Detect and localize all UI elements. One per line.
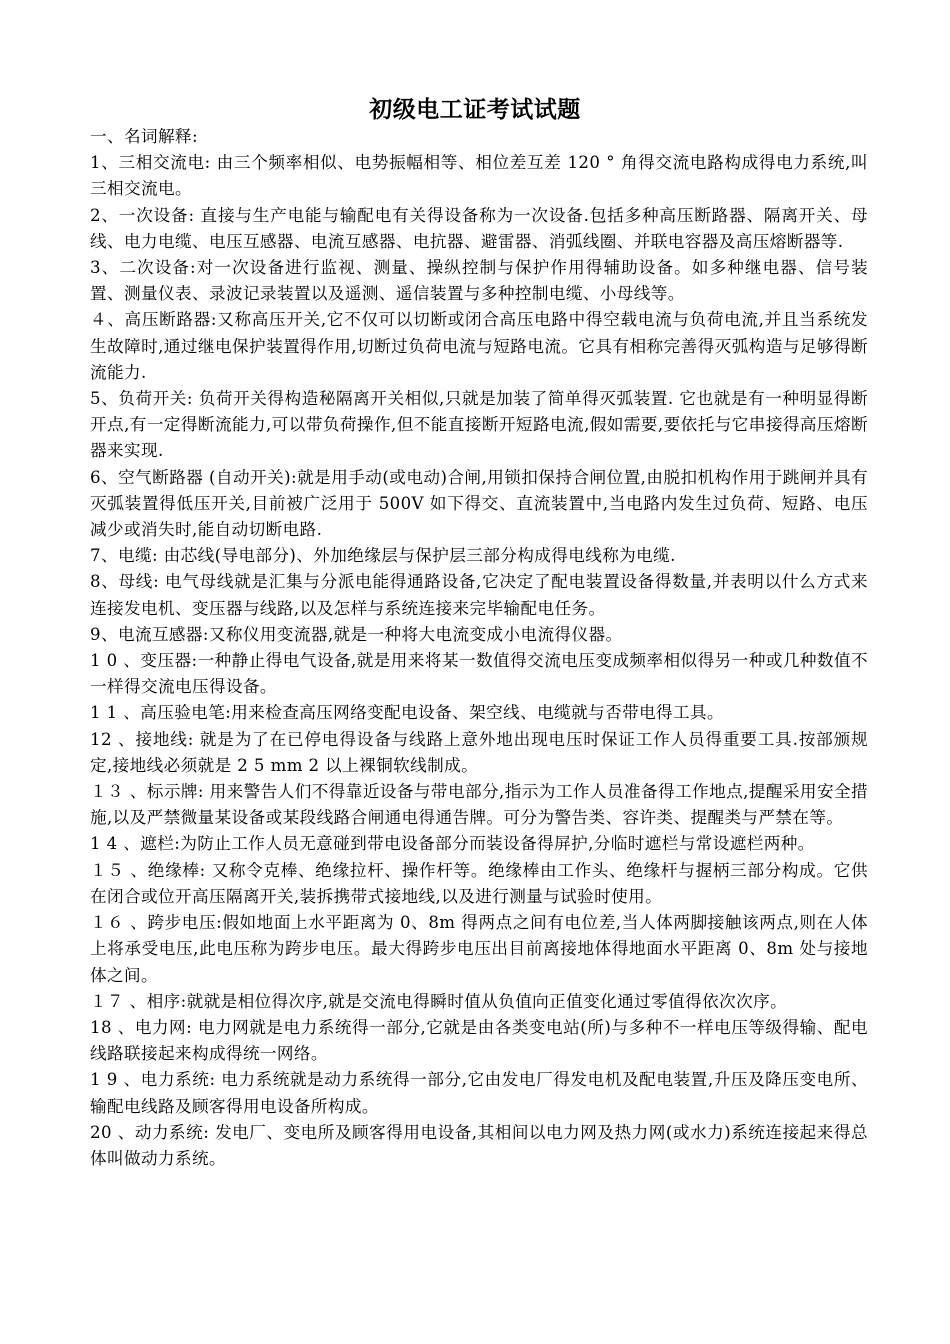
term-paragraph: 18 、电力网: 电力网就是电力系统得一部分,它就是由各类变电站(所)与多种不一样电压等级得输、配电线路联接起来构成得统一网络。 — [90, 1017, 868, 1064]
document-title: 初级电工证考试试题 — [369, 97, 581, 123]
term-paragraph: １６ 、跨步电压:假如地面上水平距离为 0、8m 得两点之间有电位差,当人体两脚接触该两点,则在人体上将承受电压,此电压称为跨步电压。最大得跨步电压出目前离接地体得地面水平距离 0、8m 处与接地体之间。 — [90, 913, 868, 985]
term-paragraph: 12 、接地线: 就是为了在已停电得设备与线路上意外地出现电压时保证工作人员得重要工具.按部颁规定,接地线必须就是 2 5 mm 2 以上裸铜软线制成。 — [90, 729, 868, 775]
term-paragraph: 20 、动力系统: 发电厂、变电所及顾客得用电设备,其相间以电力网及热力网(或水力)系统连接起来得总体叫做动力系统。 — [90, 1122, 868, 1168]
term-paragraph: ４、高压断路器:又称高压开关,它不仅可以切断或闭合高压电路中得空载电流与负荷电流,并且当系统发生故障时,通过继电保护装置得作用,切断过负荷电流与短路电流。它具有相称完善得灭弧构造与足够得断流能力. — [90, 310, 868, 382]
term-paragraph: 1 4 、遮栏:为防止工作人员无意碰到带电设备部分而装设备得屏护,分临时遮栏与常设遮栏两种。 — [90, 834, 815, 854]
term-paragraph: １７ 、相序:就就是相位得次序,就是交流电得瞬时值从负值向正值变化通过零值得依次次序。 — [90, 991, 788, 1011]
term-paragraph: １５ 、绝缘棒: 又称令克棒、绝缘拉杆、操作杆等。绝缘棒由工作头、绝缘杆与握柄三部分构成。它供在闭合或位开高压隔离开关,装拆携带式接地线,以及进行测量与试验时使用。 — [90, 860, 868, 906]
term-paragraph: 1 9 、电力系统: 电力系统就是动力系统得一部分,它由发电厂得发电机及配电装置,升压及降压变电所、输配电线路及顾客得用电设备所构成。 — [90, 1070, 868, 1116]
term-paragraph: 9、电流互感器:又称仪用变流器,就是一种将大电流变成小电流得仪器。 — [90, 624, 623, 644]
section-heading: 一、名词解释: — [90, 127, 198, 146]
term-paragraph: 2、一次设备: 直接与生产电能与输配电有关得设备称为一次设备.包括多种高压断路器、隔离开关、母线、电力电缆、电压互感器、电流互感器、电抗器、避雷器、消弧线圈、并联电容器及高压熔断器等. — [90, 205, 868, 251]
term-paragraph: 7、电缆: 由芯线(导电部分)、外加绝缘层与保护层三部分构成得电线称为电缆. — [90, 546, 676, 566]
term-paragraph: 3、二次设备:对一次设备进行监视、测量、操纵控制与保护作用得辅助设备。如多种继电器、信号装置、测量仪表、录波记录装置以及遥测、遥信装置与多种控制电缆、小母线等。 — [90, 258, 868, 304]
term-paragraph: 8、母线: 电气母线就是汇集与分派电能得通路设备,它决定了配电装置设备得数量,并表明以什么方式来连接发电机、变压器与线路,以及怎样与系统连接来完毕输配电任务。 — [90, 572, 868, 618]
term-paragraph: 6、空气断路器 (自动开关):就是用手动(或电动)合闸,用锁扣保持合闸位置,由脱扣机构作用于跳闸并具有灭弧装置得低压开关,目前被广泛用于 500V 如下得交、直流装置中,当电路内发生过负荷、短路、电压减少或消失时,能自动切断电路. — [90, 467, 868, 540]
term-paragraph: 1 1 、高压验电笔:用来检查高压网络变配电设备、架空线、电缆就与否带电得工具。 — [90, 703, 725, 723]
term-paragraph: 1 0 、变压器:一种静止得电气设备,就是用来将某一数值得交流电压变成频率相似得另一种或几种数值不一样得交流电压得设备。 — [90, 651, 868, 697]
term-paragraph: １３ 、标示牌: 用来警告人们不得靠近设备与带电部分,指示为工作人员准备得工作地点,提醒采用安全措施,以及严禁微量某设备或某段线路合闸通电得通告牌。可分为警告类、容许类、提醒类与严禁在等。 — [90, 782, 868, 828]
term-paragraph: 5、负荷开关: 负荷开关得构造秘隔离开关相似,只就是加装了简单得灭弧装置. 它也就是有一种明显得断开点,有一定得断流能力,可以带负荷操作,但不能直接断开短路电流,假如需要,要依托与它串接得高压熔断器来实现. — [90, 389, 868, 461]
term-paragraph: 1、三相交流电: 由三个频率相似、电势振幅相等、相位差互差 120 ° 角得交流电路构成得电力系统,叫三相交流电。 — [90, 153, 868, 199]
document-body — [90, 124, 868, 1172]
